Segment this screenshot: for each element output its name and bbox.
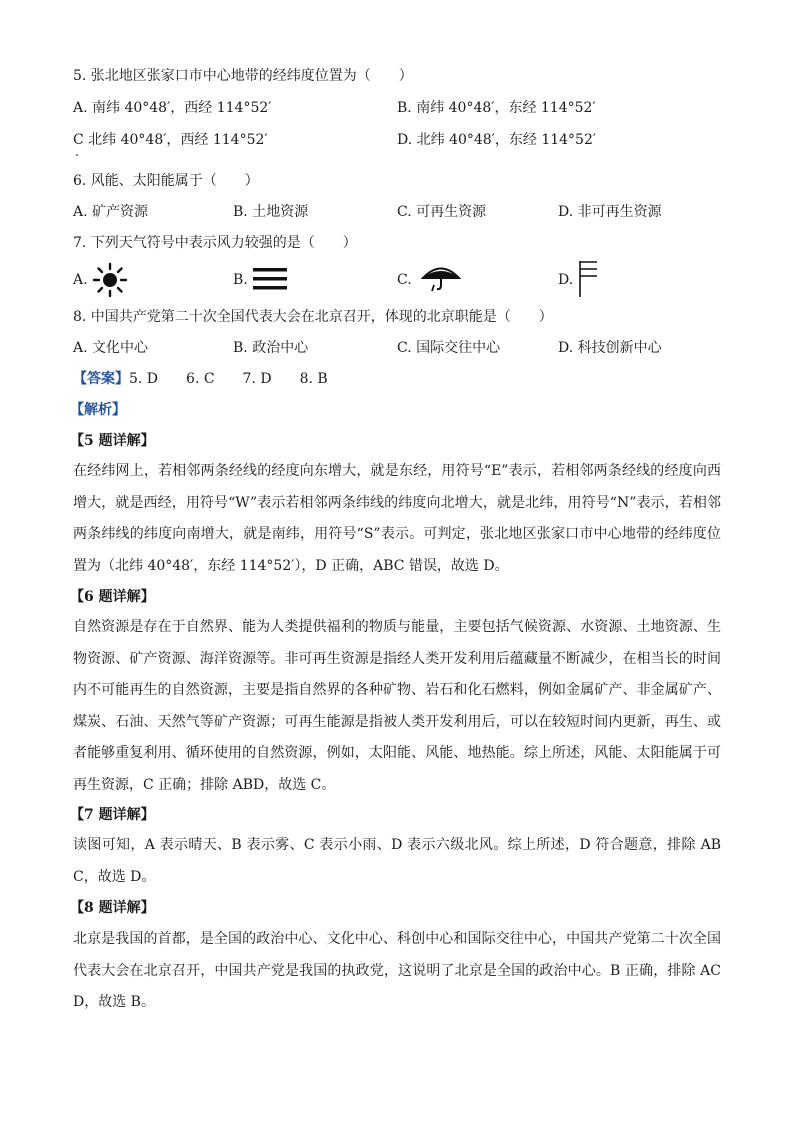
q5-option-d: D. 北纬 40°48′，东经 114°52′	[397, 132, 597, 148]
section-5-title: 【5 题详解】	[70, 433, 155, 449]
q7-option-d: D.	[558, 272, 574, 288]
fog-icon	[252, 266, 288, 298]
q7-option-a: A.	[73, 272, 88, 288]
q5-option-a: A. 南纬 40°48′，西经 114°52′	[73, 100, 272, 116]
section-6-body: 自然资源是存在于自然界、能为人类提供福利的物质与能量，主要包括气候资源、水资源、土地资源、生物资源、矿产资源、海洋资源等。非可再生资源是指经人类开发利用后蕴藏量不断减少，在相当长的时间内不可能再生的自然资源，主要是指自然界的各种矿物、岩石和化石燃料，例如金属矿产、非金属矿产、煤炭、石油、天然气等矿产资源；可再生能源是指被人类开发利用后，可以在较短时间内更新，再生、或者能够重复利用、循环使用的自然资源，例如，太阳能、风能、地热能。综上所述，风能、太阳能属于可再生资源，C 正确；排除 ABD，故选 C。	[73, 619, 721, 793]
section-5-body: 在经纬网上，若相邻两条经线的经度向东增大，就是东经，用符号“E”表示，若相邻两条经线的经度向西增大，就是西经，用符号“W”表示若相邻两条纬线的纬度向北增大，就是北纬，用符号“N”表示，若相邻两条纬线的纬度向南增大，就是南纬，用符号“S”表示。可判定，张北地区张家口市中心地带的经纬度位置为（北纬 40°48′，东经 114°52′），D 正确，ABC 错误，故选 D。	[73, 463, 721, 574]
q8-stem: 8. 中国共产党第二十次全国代表大会在北京召开，体现的北京职能是（ ）	[73, 309, 553, 325]
q6-option-c: C. 可再生资源	[397, 204, 487, 220]
q5-stem: 5. 张北地区张家口市中心地带的经纬度位置为（ ）	[73, 68, 413, 84]
section-8-body: 北京是我国的首都，是全国的政治中心、文化中心、科创中心和国际交往中心，中国共产党第二十次全国代表大会在北京召开，中国共产党是我国的执政党，这说明了北京是全国的政治中心。B 正确，排除 ACD，故选 B。	[73, 931, 721, 1010]
section-8-title: 【8 题详解】	[70, 900, 155, 916]
q7-stem: 7. 下列天气符号中表示风力较强的是（ ）	[73, 235, 357, 251]
answer-line	[73, 369, 328, 389]
light-rain-icon	[420, 263, 462, 299]
sunny-icon	[92, 262, 128, 302]
q8-option-d: D. 科技创新中心	[558, 340, 662, 356]
q8-option-c: C. 国际交往中心	[397, 340, 501, 356]
answer-tag: 【答案】	[73, 371, 129, 387]
q6-stem: 6. 风能、太阳能属于（ ）	[73, 173, 259, 189]
section-7-body: 读图可知，A 表示晴天、B 表示雾、C 表示小雨、D 表示六级北风。综上所述，D 符合题意，排除 ABC，故选 D。	[73, 837, 721, 885]
q8-option-b: B. 政治中心	[233, 340, 309, 356]
wind-level-6-icon	[576, 260, 600, 302]
q6-option-a: A. 矿产资源	[73, 204, 149, 220]
q6-option-b: B. 土地资源	[233, 204, 309, 220]
q8-option-a: A. 文化中心	[73, 340, 149, 356]
q5-option-b: B. 南纬 40°48′，东经 114°52′	[397, 100, 596, 116]
analysis-tag: 【解析】	[70, 402, 126, 418]
q5-option-c: C 北纬 40°48′，西经 114°52′	[73, 132, 268, 148]
stray-dot	[76, 154, 78, 156]
q7-option-b: B.	[233, 272, 248, 288]
section-6-title: 【6 题详解】	[70, 589, 155, 605]
section-7-title: 【7 题详解】	[70, 807, 155, 823]
answer-text: 5. D 6. C 7. D 8. B	[129, 371, 328, 387]
q6-option-d: D. 非可再生资源	[558, 204, 662, 220]
q7-option-c: C.	[397, 272, 412, 288]
